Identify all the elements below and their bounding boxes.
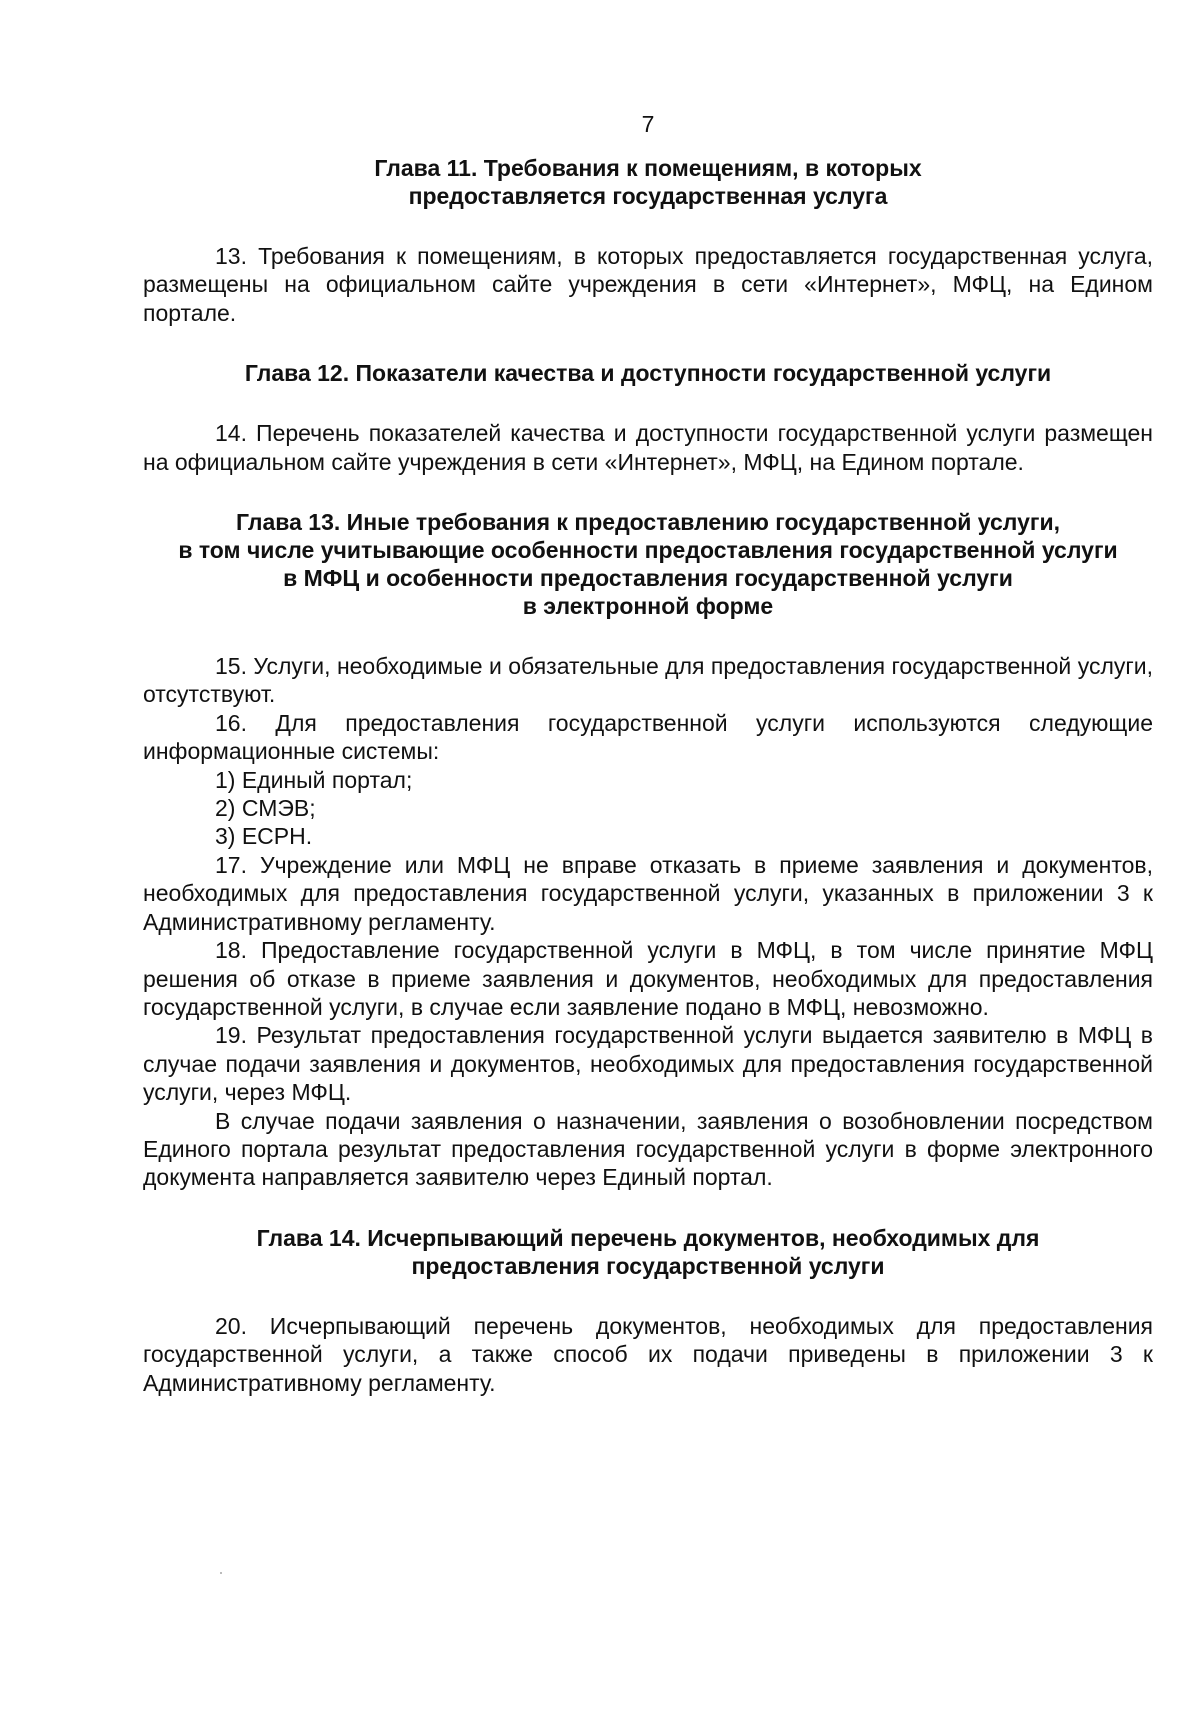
heading-line: Глава 13. Иные требования к предоставлению государственной услуги, [235,509,1060,536]
heading-line: Глава 11. Требования к помещениям, в которых [374,155,922,181]
chapter-13-heading [143,508,1153,620]
heading-line: в том числе учитывающие особенности предоставления государственной услуги [178,537,1118,564]
heading-line: в электронной форме [522,593,774,620]
page-number: 7 [641,111,655,137]
paragraph-17: 17. Учреждение или МФЦ не вправе отказать в приеме заявления и документов, необходимых для предоставления государственной услуги, указанных в приложении 3 к Административному регламенту. [143,851,1153,935]
heading-line: Глава 14. Исчерпывающий перечень документов, необходимых для [256,1224,1040,1251]
paragraph-13: 13. Требования к помещениям, в которых предоставляется государственная услуга, размещены на официальном сайте учреждения в сети «Интернет», МФЦ, на Едином портале. [143,243,1153,326]
paragraph-19-continuation: В случае подачи заявления о назначении, заявления о возобновлении посредством Единого портала результат предоставления государственной услуги в форме электронного документа направляется заявителю через Единый портал. [143,1107,1153,1191]
scan-speck [220,1572,222,1574]
paragraph-20: 20. Исчерпывающий перечень документов, необходимых для предоставления государственной услуги, а также способ их подачи приведены в приложении 3 к Административному регламенту. [143,1312,1153,1396]
document-body [143,154,1153,1397]
heading-line: в МФЦ и особенности предоставления государственной услуги [283,565,1013,592]
heading-line: предоставляется государственная услуга [408,183,888,209]
paragraph-16: 16. Для предоставления государственной услуги используются следующие информационные системы: [143,709,1153,765]
paragraph-14: 14. Перечень показателей качества и доступности государственной услуги размещен на официальном сайте учреждения в сети «Интернет», МФЦ, на Едином портале. [143,420,1153,475]
paragraph-15: 15. Услуги, необходимые и обязательные для предоставления государственной услуги, отсутствуют. [143,653,1153,708]
heading-line: предоставления государственной услуги [411,1252,885,1279]
chapter-12-heading [143,359,1153,387]
chapter-11-heading [143,154,1153,210]
list-item: 2) СМЭВ; [215,795,316,822]
paragraph-18: 18. Предоставление государственной услуги в МФЦ, в том числе принятие МФЦ решения об отказе в приеме заявления и документов, необходимых для предоставления государственной услуги, в случае если заявление подано в МФЦ, невозможно. [143,937,1153,1020]
heading-line: Глава 12. Показатели качества и доступности государственной услуги [244,360,1052,387]
paragraph-19: 19. Результат предоставления государственной услуги выдается заявителю в МФЦ в случае подачи заявления и документов, необходимых для предоставления государственной услуги, через МФЦ. [143,1022,1153,1106]
list-item: 3) ЕСРН. [215,823,313,850]
chapter-14-heading [143,1224,1153,1280]
list-item: 1) Единый портал; [215,766,413,793]
